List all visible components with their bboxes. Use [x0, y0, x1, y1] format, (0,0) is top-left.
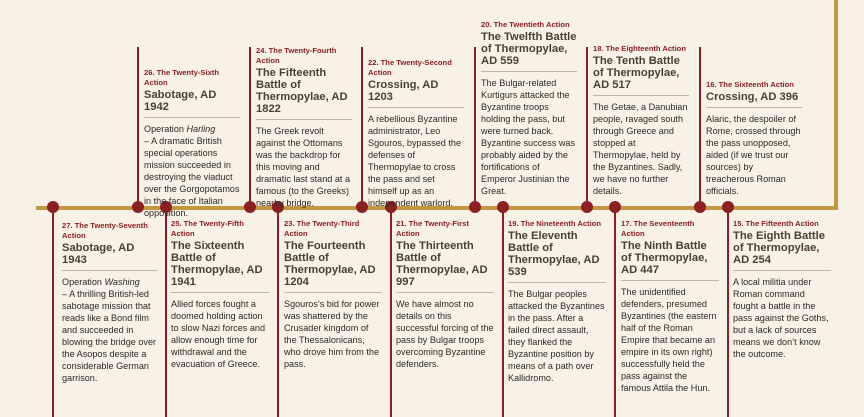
action-number: 23. The Twenty-Third Action: [284, 219, 360, 238]
event-title: The Fifteenth Battle of Thermopylae, AD 1822: [256, 67, 352, 120]
event-title: The Eleventh Battle of Thermopylae, AD 539: [508, 230, 606, 283]
event-description: The Bulgar peoples attacked the Byzantines in the pass. After a failed direct assault, they flanked the Byzantine position by means of a path over Kallidromo.: [508, 289, 605, 383]
event-card-17: [621, 219, 719, 394]
event-card-15: [733, 219, 831, 360]
connector-21: [390, 208, 392, 417]
connector-19: [502, 208, 504, 417]
connector-24: [249, 47, 251, 207]
timeline-node-16: [694, 201, 706, 213]
event-card-25: [171, 219, 269, 370]
event-title: Crossing, AD 1203: [368, 79, 464, 108]
action-number: 18. The Eighteenth Action: [593, 44, 686, 53]
action-number: 22. The Twenty-Second Action: [368, 58, 452, 77]
timeline-node-15: [722, 201, 734, 213]
event-description: The Getae, a Danubian people, ravaged south through Greece and stopped at Thermopylae, held by the Byzantines. Sadly, we have no further details.: [593, 102, 688, 196]
connector-20: [474, 47, 476, 207]
action-number: 19. The Nineteenth Action: [508, 219, 601, 228]
event-card-20: [481, 20, 577, 197]
connector-17: [614, 208, 616, 417]
event-card-22: [368, 58, 464, 209]
event-title: The Ninth Battle of Thermopylae, AD 447: [621, 240, 719, 281]
event-title: Crossing, AD 396: [706, 91, 802, 108]
timeline-node-22: [356, 201, 368, 213]
event-card-23: [284, 219, 382, 370]
event-description: The Bulgar-related Kurtigurs attacked the Byzantine troops holding the pass, but were turned back. Byzantine success was probably aided by the fortifications of Emperor Justinian the Great.: [481, 78, 576, 196]
event-description: Sgouros’s bid for power was shattered by the Crusader kingdom of the Thessalonicans, who drove him from the pass.: [284, 299, 380, 369]
action-number: 15. The Fifteenth Action: [733, 219, 819, 228]
timeline-node-27: [47, 201, 59, 213]
event-description: The unidentified defenders, presumed Byzantines (the eastern half of the Roman Empire that became an empire in its own right) successfully held the pass against the famous Attila the Hun.: [621, 287, 717, 393]
action-number: 24. The Twenty-Fourth Action: [256, 46, 337, 65]
action-number: 26. The Twenty-Sixth Action: [144, 68, 219, 87]
timeline-node-24: [244, 201, 256, 213]
event-description: A local militia under Roman command fought a battle in the pass against the Goths, but a lack of sources means we don’t know the outcome.: [733, 277, 829, 359]
connector-25: [165, 208, 167, 417]
timeline-node-20: [469, 201, 481, 213]
event-title: The Sixteenth Battle of Thermopylae, AD 1941: [171, 240, 269, 293]
event-card-19: [508, 219, 606, 384]
connector-26: [137, 47, 139, 207]
event-card-26: [144, 68, 240, 219]
event-card-16: [706, 80, 802, 197]
event-title: The Thirteenth Battle of Thermopylae, AD 997: [396, 240, 494, 293]
event-description: Alaric, the despoiler of Rome, crossed through the pass unopposed, aided (if we trust our sources) by treacherous Roman officials.: [706, 114, 801, 196]
event-title: The Tenth Battle of Thermopylae, AD 517: [593, 55, 689, 96]
action-number: 20. The Twentieth Action: [481, 20, 570, 29]
event-title: Sabotage, AD 1942: [144, 89, 240, 118]
event-card-27: [62, 221, 158, 384]
event-description: A rebellious Byzantine administrator, Leo Sgouros, bypassed the defenses of Thermopylae to cross the pass and set himself up as an independent warlord.: [368, 114, 462, 208]
connector-27: [52, 208, 54, 417]
event-card-18: [593, 44, 689, 197]
event-title: Sabotage, AD 1943: [62, 242, 158, 271]
connector-18: [586, 47, 588, 207]
timeline-node-17: [609, 201, 621, 213]
event-description: Operation Washing – A thrilling British-led sabotage mission that reads like a Bond film and succeeded in blowing the bridge over the Asopos despite a considerable German garrison.: [62, 277, 157, 383]
event-title: The Twelfth Battle of Thermopylae, AD 559: [481, 31, 577, 72]
timeline-node-19: [497, 201, 509, 213]
action-number: 16. The Sixteenth Action: [706, 80, 794, 89]
connector-22: [361, 47, 363, 207]
connector-16: [699, 47, 701, 207]
event-card-24: [256, 46, 352, 209]
event-title: The Fourteenth Battle of Thermopylae, AD 1204: [284, 240, 382, 293]
action-number: 17. The Seventeenth Action: [621, 219, 695, 238]
event-description: Operation Harling – A dramatic British special operations mission succeeded in destroying the viaduct over the Gorgopotamos in the face of Italian opposition.: [144, 124, 240, 218]
connector-15: [727, 208, 729, 417]
event-description: We have almost no details on this successful forcing of the pass by Bulgar troops overcoming Byzantine defenders.: [396, 299, 494, 369]
event-title: The Eighth Battle of Thermopylae, AD 254: [733, 230, 831, 271]
timeline-line-riser: [834, 0, 838, 210]
event-description: The Greek revolt against the Ottomans was the backdrop for this moving and dramatic last stand at a famous (to the Greeks) nearby bridge.: [256, 126, 351, 208]
timeline-node-18: [581, 201, 593, 213]
action-number: 25. The Twenty-Fifth Action: [171, 219, 244, 238]
connector-23: [277, 208, 279, 417]
event-description: Allied forces fought a doomed holding action to slow Nazi forces and allow enough time for withdrawal and the evacuation of Greece.: [171, 299, 266, 369]
action-number: 27. The Twenty-Seventh Action: [62, 221, 148, 240]
action-number: 21. The Twenty-First Action: [396, 219, 469, 238]
timeline-node-26: [132, 201, 144, 213]
event-card-21: [396, 219, 494, 370]
